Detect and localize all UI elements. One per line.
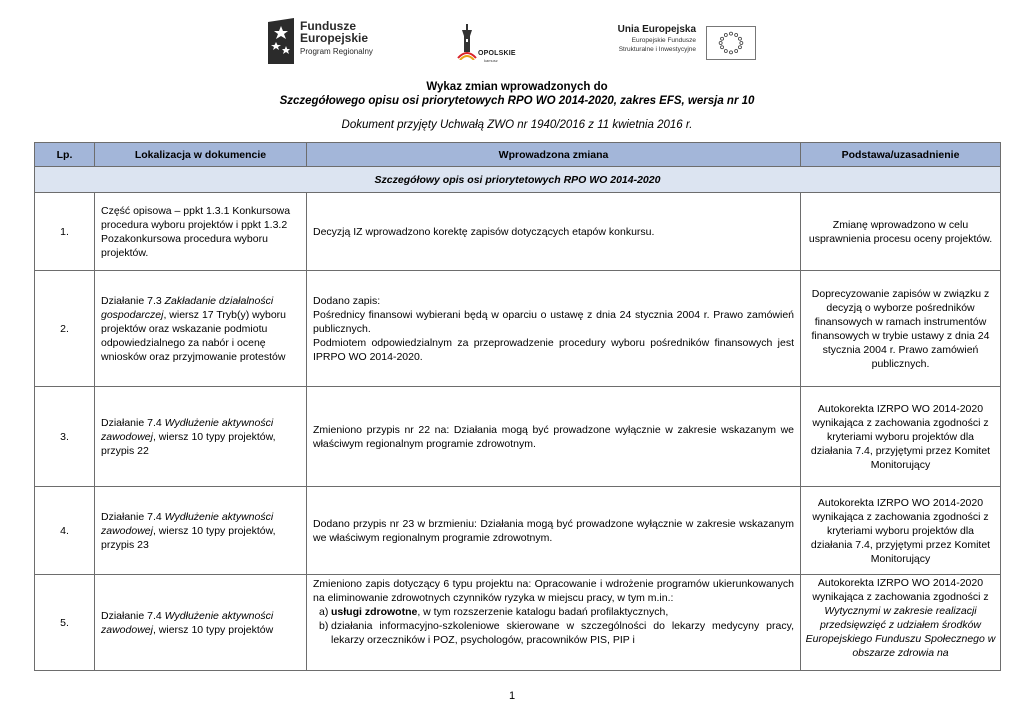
opolskie-tower-icon [456,24,480,60]
table-row [35,575,1001,671]
location-text-italic: Wydłużenie aktywności zawodowej [101,609,274,636]
change-text: Dodano przypis nr 23 w brzmieniu: Działania mogą być prowadzone wyłącznie w zakresie wskazanym we właściwym regionalnym programie zdrowotnym. [313,517,794,544]
row-reason [801,193,1001,271]
reason-text: Zmianę wprowadzono w celu usprawnienia procesu oceny projektów. [808,218,993,245]
title-line1: Wykaz zmian wprowadzonych do [426,81,608,93]
row-location [95,387,307,487]
table-row [35,271,1001,387]
reason-text: Doprecyzowanie zapisów w związku z decyzją o wyborze pośredników finansowych w ramach instrumentów finansowych w trybie ustawy z dnia 24 stycznia 2004 r. Prawo zamówień publicznych. [811,287,990,370]
header-lp: Lp. [35,143,95,167]
location-text-prefix: Działanie 7.4 [101,510,165,523]
location-text-prefix: Działanie 7.4 [101,416,165,429]
row-lp: 4. [35,487,95,575]
table-header-row [35,143,1001,167]
fe-line2: Europejskie [300,31,369,45]
opolskie-sub: kamusz [484,58,498,63]
change-text-paragraph: Podmiotem odpowiedzialnym za przeprowadzenie procedury wyboru pośredników finansowych jest IPRPO WO 2014-2020. [313,336,794,363]
list-text [331,605,794,619]
ue-line3: Strukturalne i Inwestycyjne [618,46,696,53]
section-row [35,167,1001,193]
fundusze-europejskie-logo [268,18,388,66]
fe-line1: Fundusze [300,19,356,33]
fe-logo-text [300,20,373,58]
row-location [95,271,307,387]
title-line2: Szczegółowego opisu osi priorytetowych RPO WO 2014-2020, zakres EFS, wersja nr 10 [279,95,755,107]
row-location [95,575,307,671]
location-text-suffix: , wiersz 10 typy projektów [152,623,274,636]
row-lp: 2. [35,271,95,387]
ue-line2: Europejskie Fundusze [631,37,696,44]
fe-line3: Program Regionalny [300,47,373,56]
list-item [313,619,794,647]
list-text-rest: , w tym rozszerzenie katalogu badań profilaktycznych, [417,606,669,618]
row-lp: 1. [35,193,95,271]
change-text: Zmieniono przypis nr 22 na: Działania mogą być prowadzone wyłącznie w zakresie wskazanym we właściwym regionalnym programie zdrowotnym. [313,423,794,450]
location-text: Część opisowa – ppkt 1.3.1 Konkursowa procedura wyboru projektów i ppkt 1.3.2 Pozakonkursowa procedura wyboru projektów. [101,204,291,259]
row-reason [801,575,1001,671]
row-change [307,487,801,575]
list-marker: b) [319,620,329,632]
header-lokalizacja: Lokalizacja w dokumencie [95,143,307,167]
location-text-suffix: , wiersz 10 typy projektów, przypis 23 [101,524,276,551]
list-text-bold: usługi zdrowotne [331,606,418,618]
changes-table [34,142,1001,671]
location-text-italic: Wydłużenie aktywności zawodowej [101,510,274,537]
reason-text-prefix: Autokorekta IZRPO WO 2014-2020 wynikająca z zachowania zgodności z [812,577,989,603]
row-location [95,193,307,271]
location-text-prefix: Działanie 7.4 [101,609,165,622]
row-change [307,271,801,387]
change-text: Decyzją IZ wprowadzono korektę zapisów dotyczących etapów konkursu. [313,225,655,238]
change-text-intro: Zmieniono zapis dotyczący 6 typu projektu na: Opracowanie i wdrożenie programów ukierunkowanych na eliminowanie zdrowotnych czynników ryzyka w miejscu pracy, w tym m.in.: [313,578,794,604]
list-marker: a) [319,606,329,618]
location-text-suffix: , wiersz 10 typy projektów, przypis 22 [101,430,276,457]
row-change [307,193,801,271]
ue-line1: Unia Europejska [617,24,696,35]
reason-text: Autokorekta IZRPO WO 2014-2020 wynikająca z zachowania zgodności z kryteriami wyboru projektów dla działania 7.4, przyjętymi przez Komitet Monitorujący [810,402,991,471]
list-item [313,605,794,619]
location-text-italic: Wydłużenie aktywności zawodowej [101,416,274,443]
change-text-paragraph: Pośrednicy finansowi wybierani będą w oparciu o ustawę z dnia 24 stycznia 2004 r. Prawo zamówień publicznych. [313,308,794,335]
reason-text-italic: Wytycznymi w zakresie realizacji przedsięwzięć z udziałem środków Europejskiego Funduszu Społecznego w obszarze zdrowia na [805,605,996,659]
document-title-block [34,80,1000,132]
title-line3: Dokument przyjęty Uchwałą ZWO nr 1940/2016 z 11 kwietnia 2016 r. [341,119,693,131]
header-podstawa: Podstawa/uzasadnienie [801,143,1001,167]
row-reason [801,387,1001,487]
table-row [35,387,1001,487]
table-row [35,487,1001,575]
opolskie-logo [456,24,526,66]
opolskie-name: OPOLSKIE [478,50,516,57]
location-text-prefix: Działanie 7.3 [101,294,165,307]
header-zmiana: Wprowadzona zmiana [307,143,801,167]
row-lp: 3. [35,387,95,487]
eu-flag-icon [706,26,756,60]
row-location [95,487,307,575]
reason-text: Autokorekta IZRPO WO 2014-2020 wynikająca z zachowania zgodności z kryteriami wyboru projektów dla działania 7.4, przyjętymi przez Komitet Monitorujący [810,496,991,565]
unia-europejska-logo [598,24,758,64]
change-text-intro: Dodano zapis: [313,294,381,307]
section-title: Szczegółowy opis osi priorytetowych RPO WO 2014-2020 [35,167,1001,193]
location-text-italic: Zakładanie działalności gospodarczej [101,294,274,321]
list-text: działania informacyjno-szkoleniowe skierowane w szczególności do lekarzy medycyny pracy, lekarzy orzeczników i POZ, psychologów, pracowników PIS, PIP i [331,620,794,646]
row-reason [801,487,1001,575]
page-number: 1 [508,690,516,702]
row-reason [801,271,1001,387]
row-lp: 5. [35,575,95,671]
row-change [307,387,801,487]
table-row [35,193,1001,271]
ue-logo-text [598,24,696,54]
location-text-suffix: , wiersz 17 Tryb(y) wyboru projektów oraz wskazanie podmiotu odpowiedzialnego za nabór i ocenę wniosków oraz przyjmowanie protestów [101,308,286,363]
fe-stars-icon [268,18,294,64]
row-change [307,575,801,671]
logo-bar [0,14,1024,70]
